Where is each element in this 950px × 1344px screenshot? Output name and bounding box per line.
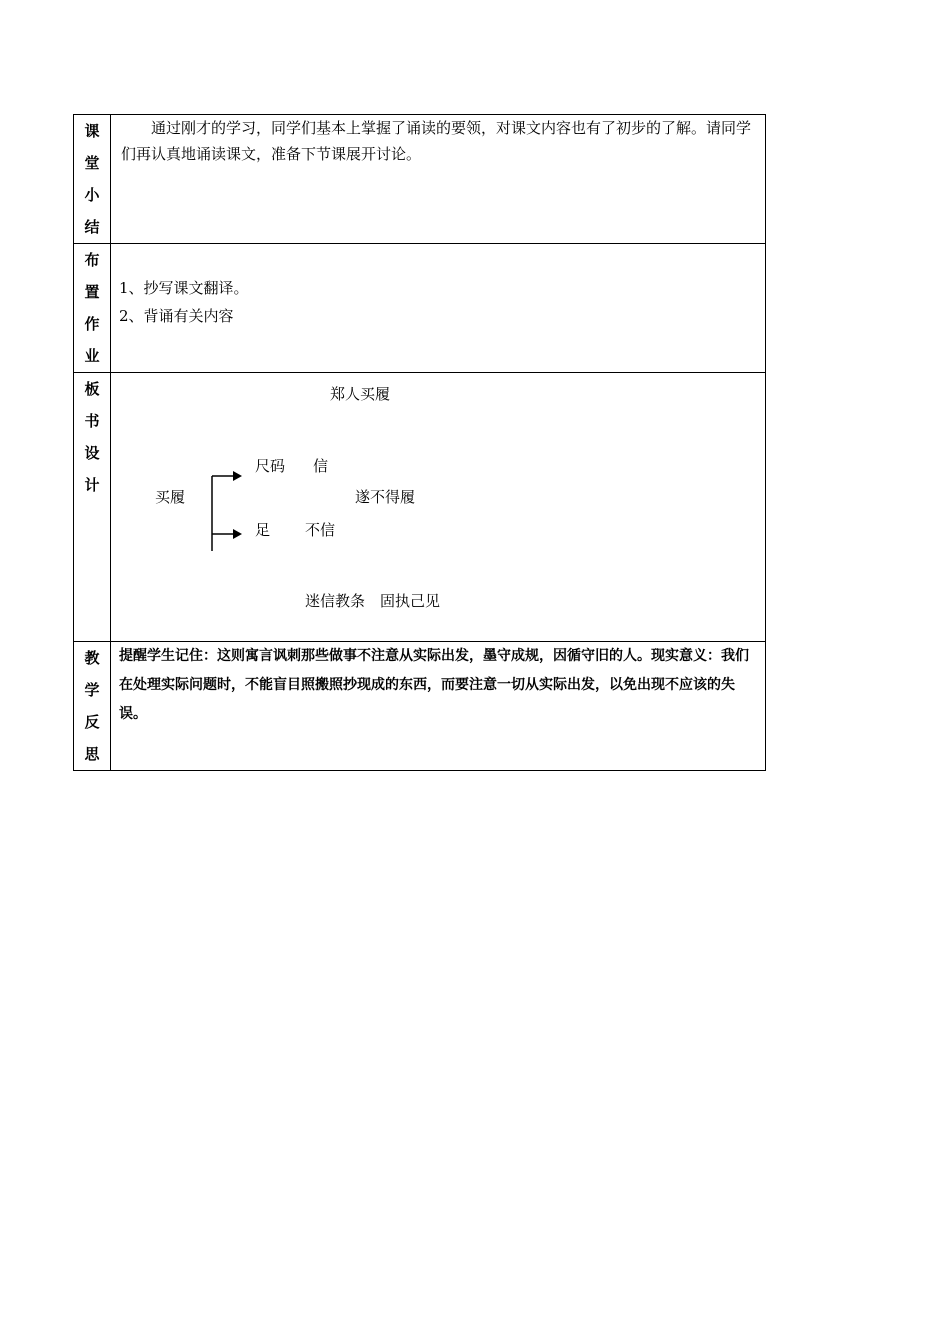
upper-arrow-icon xyxy=(233,471,242,481)
board-lower-b: 不信 xyxy=(305,521,336,539)
board-upper-b: 信 xyxy=(313,457,329,475)
board-row xyxy=(74,373,766,642)
label-char: 置 xyxy=(84,283,100,301)
homework-item: 1、抄写课文翻译。 xyxy=(119,279,249,297)
label-char: 小 xyxy=(84,186,100,204)
lesson-plan-table xyxy=(73,114,766,771)
label-char: 板 xyxy=(84,380,100,398)
reflection-content-cell xyxy=(111,642,766,771)
label-char: 反 xyxy=(84,713,100,731)
homework-list xyxy=(111,244,765,330)
board-lower-a: 足 xyxy=(255,521,271,539)
label-char: 教 xyxy=(84,649,100,667)
label-char: 堂 xyxy=(84,154,100,172)
label-char: 设 xyxy=(84,444,100,462)
board-conclusion: 迷信教条 固执己见 xyxy=(305,592,441,610)
summary-text: 通过刚才的学习，同学们基本上掌握了诵读的要领，对课文内容也有了初步的了解。请同学们再认真地诵读课文，准备下节课展开讨论。 xyxy=(121,119,752,163)
board-title: 郑人买履 xyxy=(330,385,391,403)
label-char: 学 xyxy=(84,681,100,699)
board-label-cell xyxy=(74,373,111,642)
label-char: 书 xyxy=(84,412,100,430)
homework-row xyxy=(74,244,766,373)
homework-item: 2、背诵有关内容 xyxy=(119,307,234,325)
homework-content-cell xyxy=(111,244,766,373)
board-label xyxy=(74,373,110,501)
summary-label-cell xyxy=(74,115,111,244)
board-result: 遂不得履 xyxy=(355,488,416,506)
homework-label-cell xyxy=(74,244,111,373)
label-char: 作 xyxy=(84,315,100,333)
homework-label xyxy=(74,244,110,372)
label-char: 计 xyxy=(84,476,100,494)
summary-content-cell xyxy=(111,115,766,244)
board-upper-a: 尺码 xyxy=(255,457,286,475)
reflection-label xyxy=(74,642,110,770)
label-char: 课 xyxy=(84,122,100,140)
summary-label xyxy=(74,115,110,243)
summary-row xyxy=(74,115,766,244)
lower-arrow-icon xyxy=(233,529,242,539)
label-char: 思 xyxy=(84,745,100,763)
reflection-label-cell xyxy=(74,642,111,771)
board-left-text: 买履 xyxy=(155,488,186,506)
board-design xyxy=(111,373,765,641)
label-char: 布 xyxy=(84,251,100,269)
label-char: 业 xyxy=(84,347,100,365)
reflection-text: 提醒学生记住：这则寓言讽刺那些做事不注意从实际出发，墨守成规，因循守旧的人。现实意义：我们在处理实际问题时，不能盲目照搬照抄现成的东西，而要注意一切从实际出发，以免出现不应该的失误。 xyxy=(119,648,749,722)
label-char: 结 xyxy=(84,218,100,236)
branch-arrow-diagram xyxy=(111,373,768,641)
reflection-row xyxy=(74,642,766,771)
board-content-cell xyxy=(111,373,766,642)
